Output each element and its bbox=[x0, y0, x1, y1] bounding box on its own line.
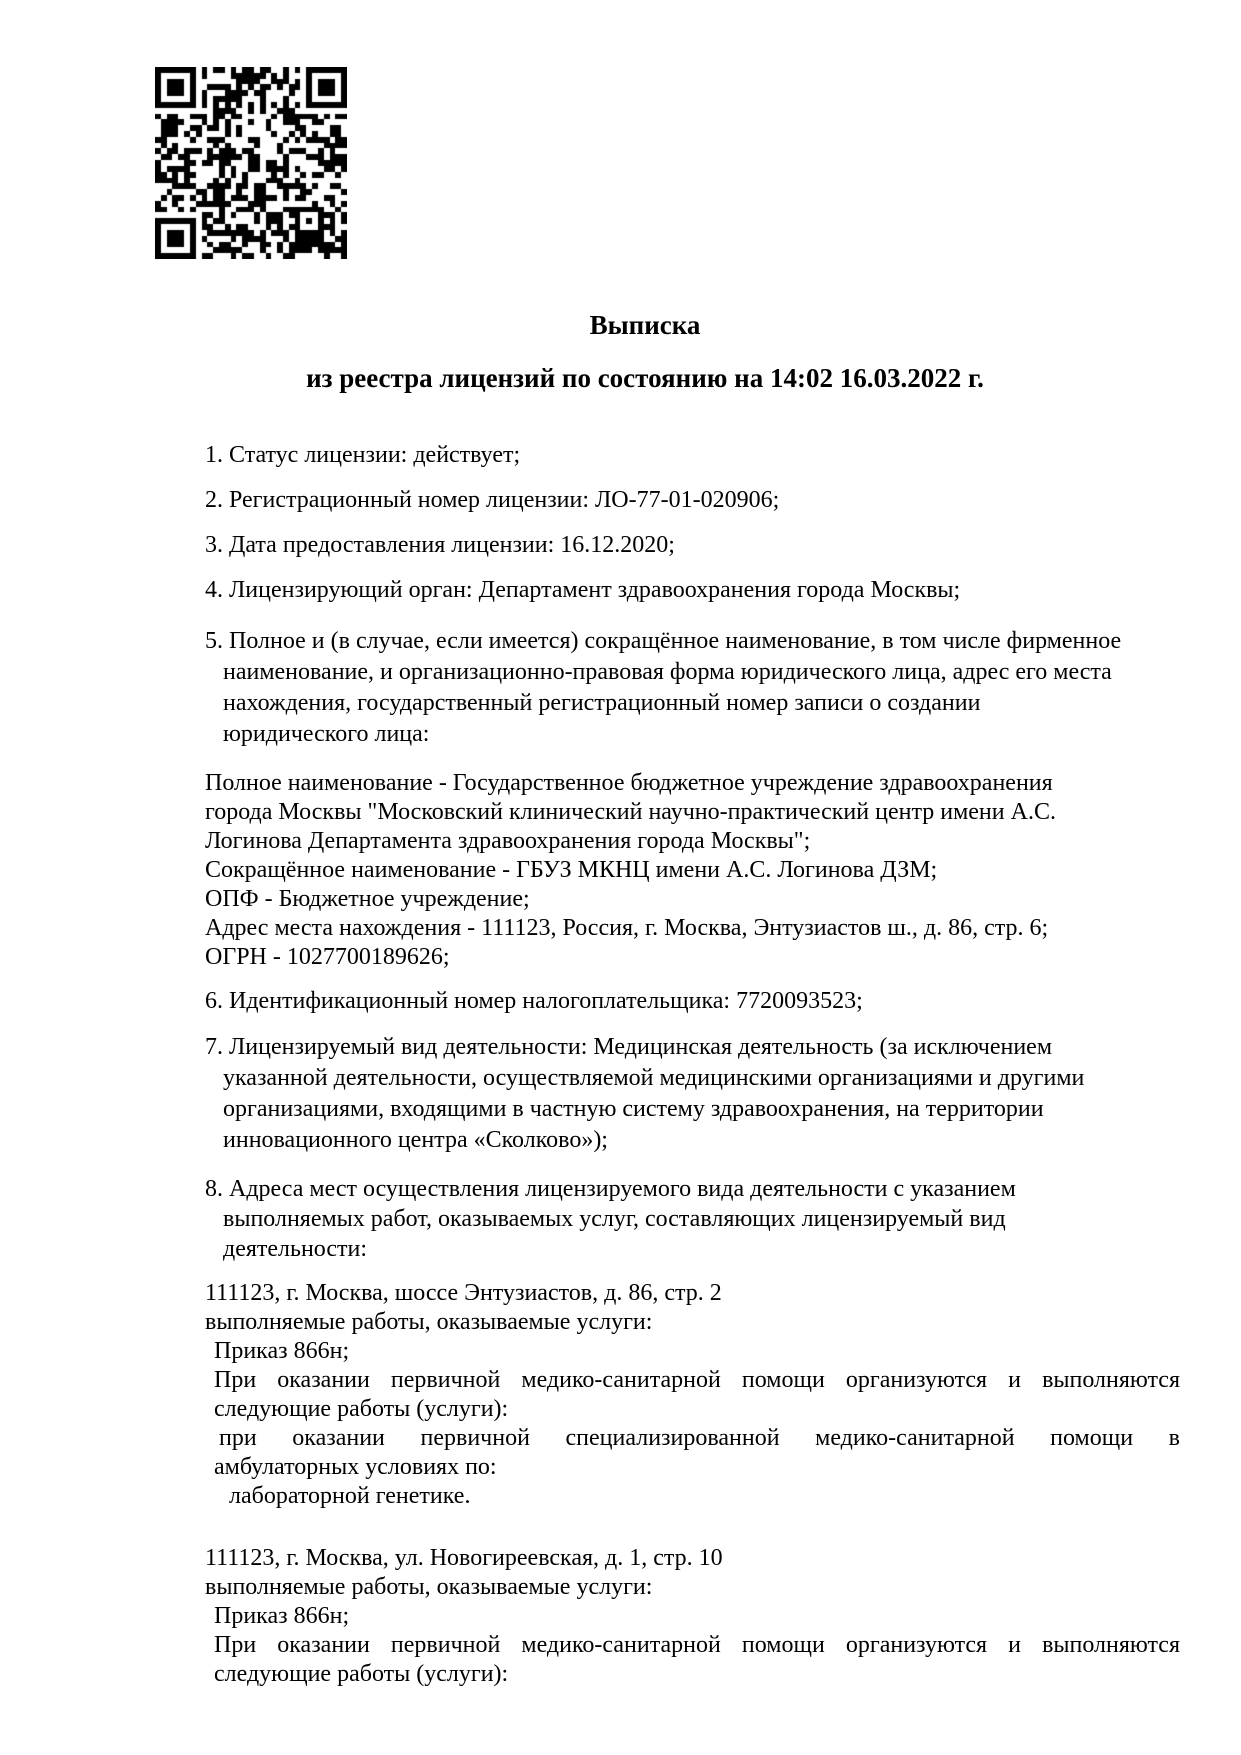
item-3-grant-date bbox=[205, 531, 1180, 560]
item-7-line-4: инновационного центра «Сколково»); bbox=[223, 1127, 608, 1153]
location-1-primary-care-1: При оказании первичной медико-санитарной помощи организуются и выполняются bbox=[214, 1367, 1180, 1393]
item-5-entity-name-heading bbox=[205, 626, 1180, 750]
org-address: Адрес места нахождения - 111123, Россия, г. Москва, Энтузиастов ш., д. 86, стр. 6; bbox=[205, 915, 1049, 941]
item-3-line-1: 3. Дата предоставления лицензии: 16.12.2020; bbox=[205, 532, 675, 558]
item-1-license-status bbox=[205, 441, 1180, 470]
org-legal-form: ОПФ - Бюджетное учреждение; bbox=[205, 886, 530, 912]
location-1-order: Приказ 866н; bbox=[214, 1338, 350, 1364]
location-1-service: лабораторной генетике. bbox=[229, 1483, 471, 1509]
location-1 bbox=[205, 1279, 1180, 1511]
org-ogrn: ОГРН - 1027700189626; bbox=[205, 944, 450, 970]
organization-details bbox=[205, 769, 1180, 972]
qr-code bbox=[155, 67, 347, 259]
item-7-line-2: указанной деятельности, осуществляемой медицинскими организациями и другими bbox=[223, 1065, 1085, 1091]
location-1-specialized-1: при оказании первичной специализированной медико-санитарной помощи в bbox=[219, 1425, 1180, 1451]
location-1-specialized-2: амбулаторных условиях по: bbox=[214, 1454, 497, 1480]
location-2-address: 111123, г. Москва, ул. Новогиреевская, д. 1, стр. 10 bbox=[205, 1545, 723, 1571]
item-5-line-1: 5. Полное и (в случае, если имеется) сокращённое наименование, в том числе фирменное bbox=[205, 628, 1122, 654]
location-1-works-header: выполняемые работы, оказываемые услуги: bbox=[205, 1309, 653, 1335]
item-7-line-1: 7. Лицензируемый вид деятельности: Медицинская деятельность (за исключением bbox=[205, 1034, 1053, 1060]
item-8-line-1: 8. Адреса мест осуществления лицензируемого вида деятельности с указанием bbox=[205, 1176, 1016, 1202]
item-5-line-2: наименование, и организационно-правовая форма юридического лица, адрес его места bbox=[223, 659, 1112, 685]
document-subtitle: из реестра лицензий по состоянию на 14:02 16.03.2022 г. bbox=[306, 363, 984, 393]
location-2-primary-care-1: При оказании первичной медико-санитарной помощи организуются и выполняются bbox=[214, 1632, 1180, 1658]
item-8-line-2: выполняемых работ, оказываемых услуг, составляющих лицензируемый вид bbox=[223, 1206, 1006, 1232]
location-1-primary-care-2: следующие работы (услуги): bbox=[214, 1396, 509, 1422]
org-full-name-line-2: города Москвы "Московский клинический научно-практический центр имени А.С. bbox=[205, 799, 1056, 825]
org-full-name-line-3: Логинова Департамента здравоохранения города Москвы"; bbox=[205, 828, 811, 854]
location-2 bbox=[205, 1544, 1180, 1689]
item-4-line-1: 4. Лицензирующий орган: Департамент здравоохранения города Москвы; bbox=[205, 577, 961, 603]
location-1-address: 111123, г. Москва, шоссе Энтузиастов, д. 86, стр. 2 bbox=[205, 1280, 722, 1306]
item-1-line-1: 1. Статус лицензии: действует; bbox=[205, 442, 521, 468]
org-full-name-line-1: Полное наименование - Государственное бюджетное учреждение здравоохранения bbox=[205, 770, 1053, 796]
location-2-order: Приказ 866н; bbox=[214, 1603, 350, 1629]
item-5-line-4: юридического лица: bbox=[223, 721, 430, 747]
location-2-primary-care-2: следующие работы (услуги): bbox=[214, 1661, 509, 1687]
org-short-name: Сокращённое наименование - ГБУЗ МКНЦ имени А.С. Логинова ДЗМ; bbox=[205, 857, 938, 883]
item-6-taxpayer-number bbox=[205, 987, 1180, 1016]
item-8-line-3: деятельности: bbox=[223, 1236, 368, 1262]
item-2-registration-number bbox=[205, 486, 1180, 515]
document-title: Выписка bbox=[589, 310, 701, 340]
item-6-line-1: 6. Идентификационный номер налогоплательщика: 7720093523; bbox=[205, 988, 863, 1014]
item-2-line-1: 2. Регистрационный номер лицензии: ЛО-77-01-020906; bbox=[205, 487, 780, 513]
item-4-licensing-authority bbox=[205, 576, 1180, 605]
item-5-line-3: нахождения, государственный регистрационный номер записи о создании bbox=[223, 690, 981, 716]
item-7-licensed-activity bbox=[205, 1032, 1180, 1156]
location-2-works-header: выполняемые работы, оказываемые услуги: bbox=[205, 1574, 653, 1600]
item-8-activity-addresses-heading bbox=[205, 1174, 1180, 1264]
item-7-line-3: организациями, входящими в частную систему здравоохранения, на территории bbox=[223, 1096, 1044, 1122]
